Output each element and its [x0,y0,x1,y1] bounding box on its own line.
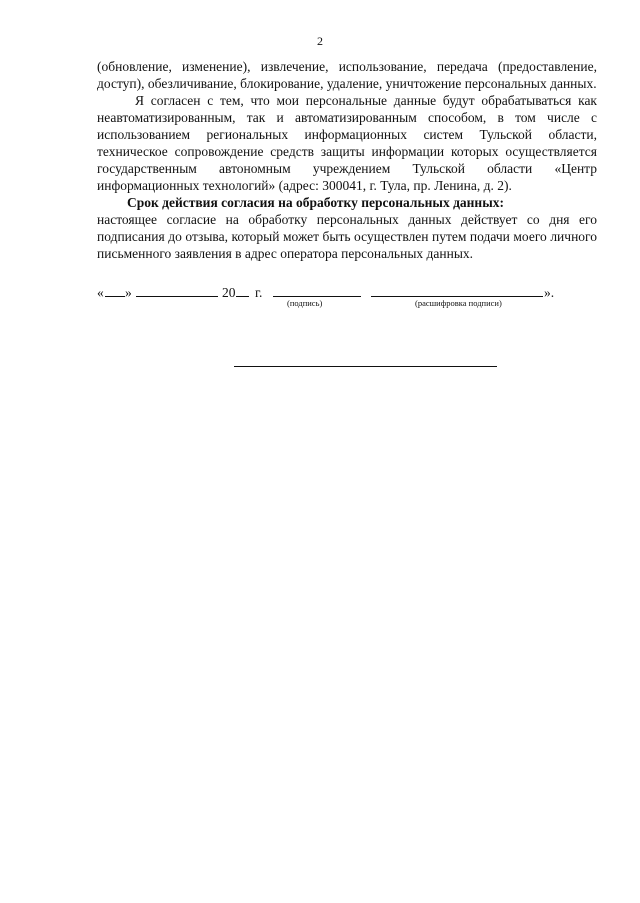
year-prefix: 20 [222,285,236,300]
document-body [97,58,597,262]
end-of-document-rule [234,366,497,367]
page-number: 2 [317,34,323,48]
year-blank[interactable] [236,284,249,301]
signature-caption: (подпись) [287,298,323,308]
day-blank[interactable] [105,284,125,301]
year-suffix: г. [255,285,263,300]
signature-row [97,284,567,312]
month-blank[interactable] [136,284,218,301]
date-close-quote: » [125,285,132,300]
consent-duration-heading: Срок действия согласия на обработку персональных данных: [127,195,504,210]
name-decoding-caption: (расшифровка подписи) [415,298,502,308]
paragraph-consent-methods: Я согласен с тем, что мои персональные данные будут обрабатываться как неавтоматизированным, так и автоматизированным способом, в том числе с использованием региональных информационных систем Тульской области, техническое сопровождение средств защиты информации которых осуществляется государственным автономным учреждением Тульской области «Центр информационных технологий» (адрес: 300041, г. Тула, пр. Ленина, д. 2). [97,93,597,193]
signature-end-punct: ». [544,285,555,300]
paragraph-consent-duration: настоящее согласие на обработку персональных данных действует со дня его подписания до отзыва, который может быть осуществлен путем подачи моего личного письменного заявления в адрес оператора персональных данных. [97,212,597,261]
paragraph-processing-actions: (обновление, изменение), извлечение, использование, передача (предоставление, доступ), обезличивание, блокирование, удаление, уничтожение персональных данных. [97,59,597,91]
date-open-quote: « [97,285,104,300]
